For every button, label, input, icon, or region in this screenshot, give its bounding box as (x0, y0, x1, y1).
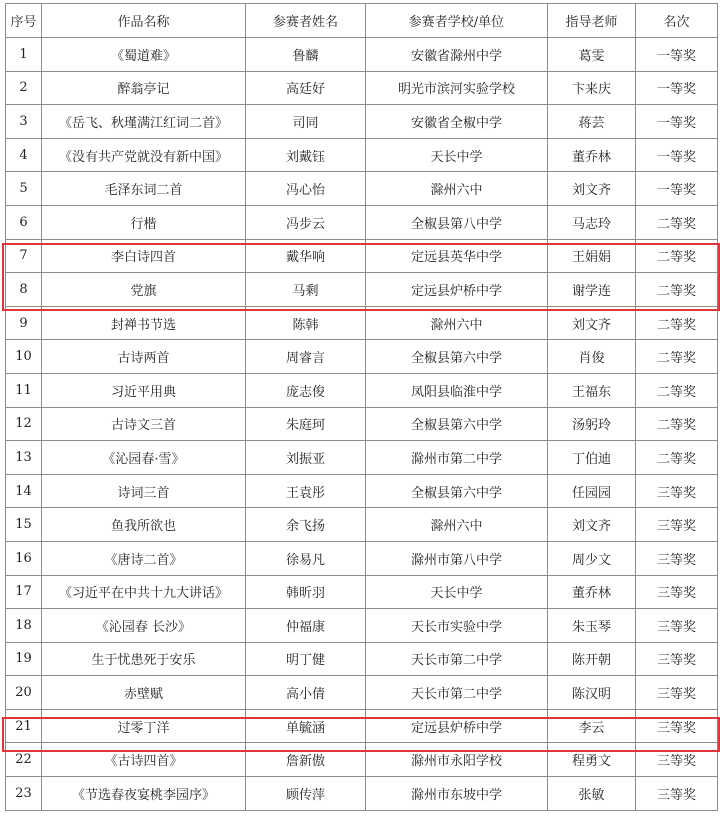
table-cell: 二等奖 (636, 306, 718, 340)
table-cell: 一等奖 (636, 71, 718, 105)
table-cell: 滁州六中 (366, 306, 548, 340)
table-cell: 9 (6, 306, 42, 340)
table-cell: 二等奖 (636, 205, 718, 239)
table-row (6, 508, 718, 542)
table-row (6, 138, 718, 172)
table-cell: 8 (6, 273, 42, 307)
table-row (6, 273, 718, 307)
table-row (6, 441, 718, 475)
table-row (6, 575, 718, 609)
table-cell: 二等奖 (636, 441, 718, 475)
table-row (6, 609, 718, 643)
header-cell: 名次 (636, 4, 718, 38)
table-cell: 《节选春夜宴桃李园序》 (42, 777, 246, 811)
table-cell: 顾传萍 (246, 777, 366, 811)
table-cell: 《蜀道难》 (42, 38, 246, 72)
header-cell: 序号 (6, 4, 42, 38)
table-cell: 安徽省滁州中学 (366, 38, 548, 72)
table-cell: 戴华响 (246, 239, 366, 273)
table-cell: 凤阳县临淮中学 (366, 373, 548, 407)
table-cell: 17 (6, 575, 42, 609)
table-cell: 12 (6, 407, 42, 441)
table-cell: 滁州六中 (366, 508, 548, 542)
table-cell: 安徽省全椒中学 (366, 105, 548, 139)
table-cell: 三等奖 (636, 709, 718, 743)
table-cell: 1 (6, 38, 42, 72)
table-cell: 朱庭珂 (246, 407, 366, 441)
table-cell: 李云 (548, 709, 636, 743)
table-cell: 生于忧患死于安乐 (42, 642, 246, 676)
table-cell: 明丁健 (246, 642, 366, 676)
table-cell: 天长市第二中学 (366, 642, 548, 676)
table-cell: 18 (6, 609, 42, 643)
table-row (6, 340, 718, 374)
table-cell: 任园园 (548, 474, 636, 508)
table-cell: 党旗 (42, 273, 246, 307)
table-cell: 醉翁亭记 (42, 71, 246, 105)
table-cell: 张敏 (548, 777, 636, 811)
table-row (6, 373, 718, 407)
table-cell: 滁州市第八中学 (366, 541, 548, 575)
table-cell: 行楷 (42, 205, 246, 239)
table-cell: 蒋芸 (548, 105, 636, 139)
table-cell: 高廷好 (246, 71, 366, 105)
table-cell: 三等奖 (636, 575, 718, 609)
table-cell: 21 (6, 709, 42, 743)
table-row (6, 105, 718, 139)
table-cell: 冯心怡 (246, 172, 366, 206)
table-cell: 《沁园春 长沙》 (42, 609, 246, 643)
table-cell: 王福东 (548, 373, 636, 407)
table-cell: 二等奖 (636, 340, 718, 374)
table-cell: 鱼我所欲也 (42, 508, 246, 542)
table-cell: 朱玉琴 (548, 609, 636, 643)
table-cell: 陈开朝 (548, 642, 636, 676)
table-cell: 2 (6, 71, 42, 105)
table-cell: 庞志俊 (246, 373, 366, 407)
table-cell: 单毓涵 (246, 709, 366, 743)
table-cell: 定远县炉桥中学 (366, 273, 548, 307)
table-cell: 天长市实验中学 (366, 609, 548, 643)
table-cell: 《沁园春·雪》 (42, 441, 246, 475)
table-cell: 定远县炉桥中学 (366, 709, 548, 743)
table-cell: 刘文齐 (548, 172, 636, 206)
table-cell: 肖俊 (548, 340, 636, 374)
table-cell: 毛泽东词二首 (42, 172, 246, 206)
table-body (6, 38, 718, 811)
table-cell: 二等奖 (636, 239, 718, 273)
awards-table-container (5, 3, 717, 811)
table-row (6, 676, 718, 710)
table-cell: 天长中学 (366, 138, 548, 172)
table-cell: 22 (6, 743, 42, 777)
table-cell: 二等奖 (636, 373, 718, 407)
table-cell: 丁伯迪 (548, 441, 636, 475)
table-cell: 李白诗四首 (42, 239, 246, 273)
table-cell: 《古诗四首》 (42, 743, 246, 777)
table-cell: 马剩 (246, 273, 366, 307)
table-row (6, 541, 718, 575)
table-cell: 23 (6, 777, 42, 811)
table-cell: 一等奖 (636, 138, 718, 172)
table-row (6, 474, 718, 508)
table-cell: 卞来庆 (548, 71, 636, 105)
table-cell: 三等奖 (636, 609, 718, 643)
table-row (6, 642, 718, 676)
table-cell: 封禅书节选 (42, 306, 246, 340)
awards-table (5, 3, 718, 811)
table-cell: 刘振亚 (246, 441, 366, 475)
table-cell: 6 (6, 205, 42, 239)
table-cell: 刘文齐 (548, 508, 636, 542)
table-cell: 三等奖 (636, 743, 718, 777)
table-cell: 全椒县第六中学 (366, 407, 548, 441)
table-cell: 葛雯 (548, 38, 636, 72)
table-cell: 徐易凡 (246, 541, 366, 575)
table-cell: 三等奖 (636, 541, 718, 575)
table-cell: 滁州市永阳学校 (366, 743, 548, 777)
table-cell: 过零丁洋 (42, 709, 246, 743)
header-cell: 参赛者姓名 (246, 4, 366, 38)
table-cell: 司同 (246, 105, 366, 139)
table-cell: 14 (6, 474, 42, 508)
table-cell: 三等奖 (636, 676, 718, 710)
table-cell: 一等奖 (636, 105, 718, 139)
table-cell: 冯步云 (246, 205, 366, 239)
table-row (6, 777, 718, 811)
table-cell: 一等奖 (636, 38, 718, 72)
table-cell: 三等奖 (636, 777, 718, 811)
table-cell: 陈汉明 (548, 676, 636, 710)
table-cell: 7 (6, 239, 42, 273)
table-cell: 高小倩 (246, 676, 366, 710)
table-cell: 全椒县第八中学 (366, 205, 548, 239)
table-row (6, 172, 718, 206)
table-cell: 全椒县第六中学 (366, 474, 548, 508)
table-cell: 王袁彤 (246, 474, 366, 508)
header-cell: 参赛者学校/单位 (366, 4, 548, 38)
table-cell: 三等奖 (636, 474, 718, 508)
table-cell: 滁州市第二中学 (366, 441, 548, 475)
table-cell: 赤壁赋 (42, 676, 246, 710)
table-row (6, 709, 718, 743)
table-row (6, 743, 718, 777)
table-cell: 10 (6, 340, 42, 374)
table-cell: 明光市滨河实验学校 (366, 71, 548, 105)
table-cell: 古诗两首 (42, 340, 246, 374)
table-cell: 韩昕羽 (246, 575, 366, 609)
table-cell: 仲福康 (246, 609, 366, 643)
table-cell: 周睿言 (246, 340, 366, 374)
table-cell: 天长市第二中学 (366, 676, 548, 710)
table-cell: 二等奖 (636, 273, 718, 307)
table-cell: 周少文 (548, 541, 636, 575)
table-cell: 4 (6, 138, 42, 172)
table-cell: 13 (6, 441, 42, 475)
table-cell: 诗词三首 (42, 474, 246, 508)
table-cell: 董乔林 (548, 138, 636, 172)
table-cell: 陈韩 (246, 306, 366, 340)
table-cell: 刘文齐 (548, 306, 636, 340)
table-cell: 习近平用典 (42, 373, 246, 407)
table-cell: 詹新傲 (246, 743, 366, 777)
header-cell: 作品名称 (42, 4, 246, 38)
table-cell: 王娟娟 (548, 239, 636, 273)
table-row (6, 71, 718, 105)
table-row (6, 239, 718, 273)
table-cell: 19 (6, 642, 42, 676)
table-cell: 天长中学 (366, 575, 548, 609)
header-row (6, 4, 718, 38)
table-row (6, 38, 718, 72)
table-cell: 二等奖 (636, 407, 718, 441)
table-row (6, 407, 718, 441)
table-cell: 古诗文三首 (42, 407, 246, 441)
table-cell: 程勇文 (548, 743, 636, 777)
table-row (6, 306, 718, 340)
table-cell: 定远县英华中学 (366, 239, 548, 273)
table-cell: 16 (6, 541, 42, 575)
table-cell: 三等奖 (636, 508, 718, 542)
table-cell: 汤躬玲 (548, 407, 636, 441)
table-cell: 谢学连 (548, 273, 636, 307)
header-cell: 指导老师 (548, 4, 636, 38)
table-cell: 余飞扬 (246, 508, 366, 542)
table-cell: 3 (6, 105, 42, 139)
table-cell: 刘戴钰 (246, 138, 366, 172)
table-cell: 鲁麟 (246, 38, 366, 72)
table-cell: 《没有共产党就没有新中国》 (42, 138, 246, 172)
table-cell: 5 (6, 172, 42, 206)
table-cell: 董乔林 (548, 575, 636, 609)
table-cell: 滁州六中 (366, 172, 548, 206)
table-cell: 15 (6, 508, 42, 542)
table-cell: 《唐诗二首》 (42, 541, 246, 575)
table-cell: 《岳飞、秋瑾满江红词二首》 (42, 105, 246, 139)
table-cell: 一等奖 (636, 172, 718, 206)
table-cell: 20 (6, 676, 42, 710)
table-cell: 滁州市东坡中学 (366, 777, 548, 811)
table-cell: 11 (6, 373, 42, 407)
table-cell: 马志玲 (548, 205, 636, 239)
table-row (6, 205, 718, 239)
table-cell: 三等奖 (636, 642, 718, 676)
table-cell: 《习近平在中共十九大讲话》 (42, 575, 246, 609)
table-cell: 全椒县第六中学 (366, 340, 548, 374)
